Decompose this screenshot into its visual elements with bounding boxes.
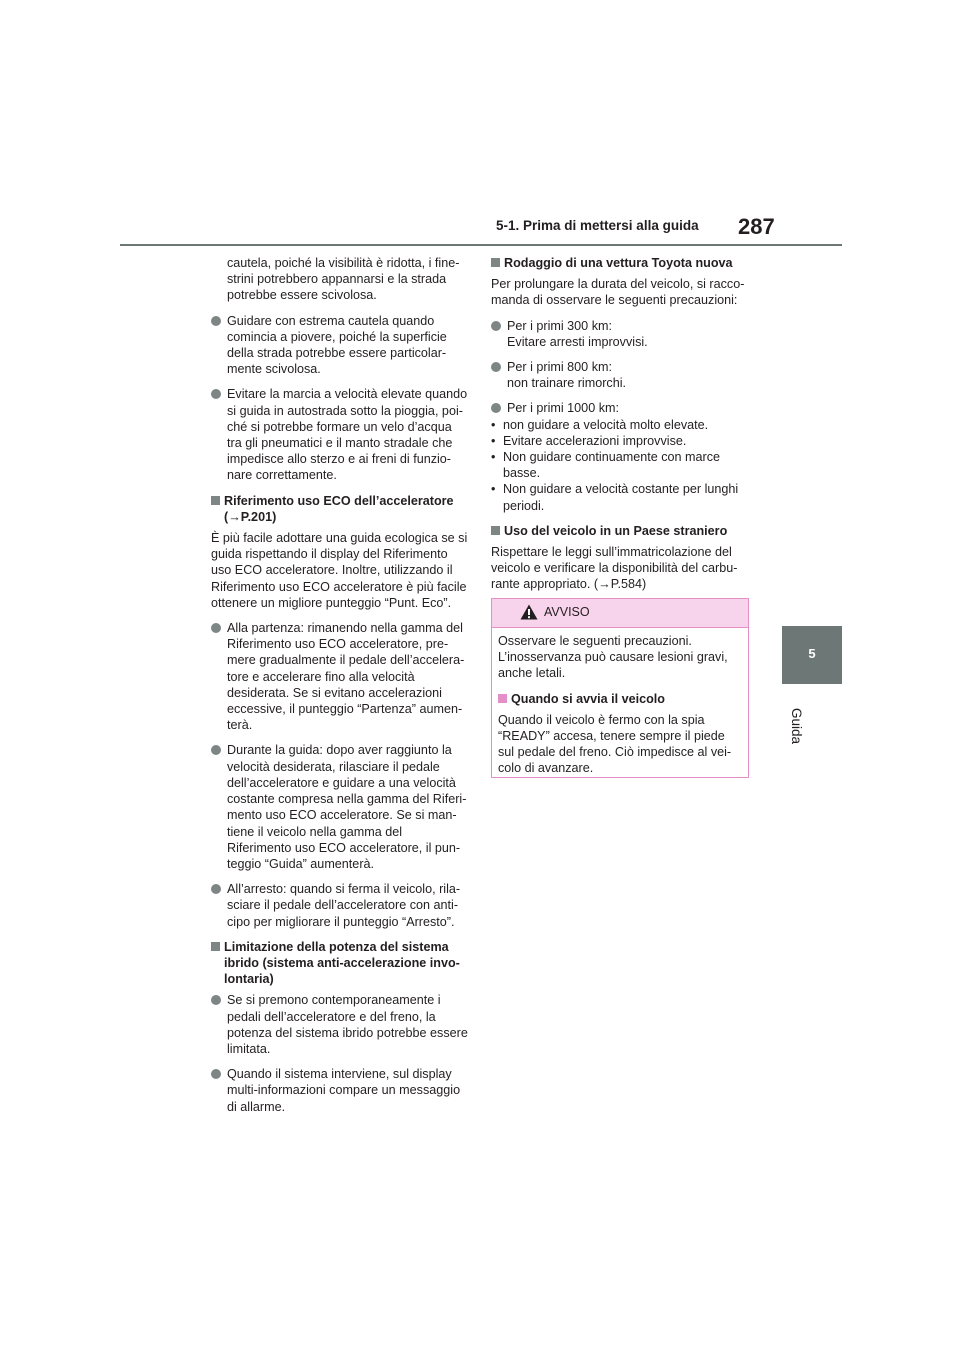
- dash-item: • Non guidare a velocità costante per lunghi periodi.: [491, 482, 739, 513]
- warning-text: Quando il veicolo è fermo con la spia “READY” accesa, tenere sempre il piede sul pedale del freno. Ciò impedisce al vei-colo di avanzare.: [498, 712, 732, 776]
- warning-body: [492, 628, 748, 777]
- square-heading-icon: [211, 496, 220, 505]
- list-item: [211, 313, 469, 378]
- bullet-text: Quando il sistema interviene, sul display multi-informazioni compare un messaggio di allarme.: [227, 1067, 461, 1114]
- dash-item: • non guidare a velocità molto elevate.: [491, 417, 709, 432]
- warning-header: [492, 599, 748, 628]
- circle-bullet-icon: [491, 403, 501, 413]
- square-heading-icon: [491, 526, 500, 535]
- dash-list: [491, 417, 751, 514]
- list-item: [491, 400, 751, 416]
- dash-item-text: non guidare a velocità molto elevate.: [503, 417, 709, 432]
- circle-bullet-icon: [211, 745, 221, 755]
- bullet-text: Durante la guida: dopo aver raggiunto la velocità desiderata, rilasciare il pedale dell’acceleratore e guidare a una velocità costante compresa nella gamma del Riferi-mento uso ECO acceleratore. Se si man-tiene il veicolo nella gamma del Riferimento uso ECO acceleratore, il pun-teggio “Guida” aumenterà.: [227, 743, 467, 871]
- dash-item: • Non guidare continuamente con marce basse.: [491, 450, 721, 481]
- header-rule: [120, 244, 842, 246]
- page-number: 287: [738, 214, 775, 239]
- list-item: [211, 1066, 469, 1115]
- list-item: [211, 620, 469, 733]
- warning-box: [491, 598, 749, 778]
- list-item: [211, 386, 469, 483]
- square-heading-icon: [211, 942, 220, 951]
- bullet-text: Evitare la marcia a velocità elevate quando si guida in autostrada sotto la pioggia, poi-ché si potrebbe formare un velo d’acqua tra gli pneumatici e il manto stradale che impedisce allo sterzo e ai freni di funzio-nare correttamente.: [227, 387, 468, 483]
- bullet-text: Guidare con estrema cautela quando comincia a piovere, poiché la superficie della strada potrebbe essere particolar-mente scivolosa.: [227, 313, 447, 377]
- dash-item-text: Non guidare a velocità costante per lunghi periodi.: [503, 482, 739, 513]
- warning-title: AVVISO: [544, 605, 590, 619]
- section-title: 5-1. Prima di mettersi alla guida: [496, 218, 699, 233]
- chapter-number: 5: [808, 646, 816, 661]
- dash-item: • Evitare accelerazioni improvvise.: [491, 433, 687, 448]
- circle-bullet-icon: [211, 884, 221, 894]
- section-heading: [491, 255, 751, 271]
- heading-text: Limitazione della potenza del sistema ibrido (sistema anti-accelerazione invo-lontaria): [224, 939, 460, 987]
- section-heading: [211, 493, 469, 525]
- heading-text: Riferimento uso ECO dell’acceleratore (→P.201): [224, 493, 454, 524]
- list-item: [211, 742, 469, 872]
- bullet-text: Per i primi 300 km:: [507, 318, 612, 333]
- heading-text: Uso del veicolo in un Paese straniero: [504, 523, 728, 538]
- dash-item-text: Evitare accelerazioni improvvise.: [503, 433, 687, 448]
- warning-intro: Osservare le seguenti precauzioni. L’inosservanza può causare lesioni gravi, anche letali.: [498, 634, 728, 681]
- left-column: [211, 255, 469, 1124]
- paragraph: È più facile adottare una guida ecologica se si guida rispettando il display del Riferimento uso ECO acceleratore. Inoltre, utilizzando il Riferimento uso ECO acceleratore è più facile ottenere un migliore punteggio “Punt. Eco”.: [211, 531, 468, 610]
- paragraph: Per prolungare la durata del veicolo, si racco-manda di osservare le seguenti precauzioni:: [491, 277, 745, 308]
- section-heading: [211, 939, 469, 988]
- bullet-text: Alla partenza: rimanendo nella gamma del Riferimento uso ECO acceleratore, pre-mere gradualmente il pedale dell’accelera-tore e accelerare fino alla velocità desiderata. Se si evitano accelerazioni eccessive, il punteggio “Partenza” aumen-terà.: [227, 621, 465, 733]
- square-heading-icon: [491, 258, 500, 267]
- circle-bullet-icon: [211, 623, 221, 633]
- warning-heading: [498, 691, 742, 707]
- heading-text: Quando si avvia il veicolo: [511, 691, 665, 706]
- square-heading-icon: [498, 694, 507, 703]
- circle-bullet-icon: [211, 1069, 221, 1079]
- bullet-subtext: Evitare arresti improvvisi.: [507, 334, 648, 349]
- warning-triangle-icon: [520, 604, 538, 620]
- list-item: [491, 359, 751, 391]
- list-item: [491, 318, 751, 350]
- bullet-subtext: non trainare rimorchi.: [507, 376, 626, 391]
- list-item: [211, 992, 469, 1057]
- chapter-tab: [782, 626, 842, 684]
- intro-text: cautela, poiché la visibilità è ridotta, i fine-strini potrebbero appannarsi e la strada potrebbe essere scivolosa.: [227, 256, 460, 303]
- bullet-text: Se si premono contemporaneamente i pedali dell’acceleratore e del freno, la potenza del sistema ibrido potrebbe essere limitata.: [227, 993, 468, 1056]
- circle-bullet-icon: [211, 316, 221, 326]
- bullet-text: Per i primi 1000 km:: [507, 401, 619, 416]
- dash-item-text: Non guidare continuamente con marce basse.: [503, 450, 721, 481]
- list-item: [211, 881, 469, 930]
- circle-bullet-icon: [491, 321, 501, 331]
- bullet-text: All’arresto: quando si ferma il veicolo, rila-sciare il pedale dell’acceleratore con anti-cipo per migliorare il punteggio “Arresto”.: [227, 882, 461, 929]
- heading-text: Rodaggio di una vettura Toyota nuova: [504, 256, 733, 270]
- bullet-text: Per i primi 800 km:: [507, 360, 612, 375]
- chapter-title-box: [782, 690, 842, 750]
- circle-bullet-icon: [211, 389, 221, 399]
- right-column: [491, 255, 751, 602]
- chapter-title: Guida: [789, 708, 804, 745]
- paragraph: Rispettare le leggi sull’immatricolazione del veicolo e verificare la disponibilità del carbu-rante appropriato. (→P.584): [491, 545, 738, 592]
- circle-bullet-icon: [491, 362, 501, 372]
- section-heading: [491, 523, 751, 539]
- circle-bullet-icon: [211, 995, 221, 1005]
